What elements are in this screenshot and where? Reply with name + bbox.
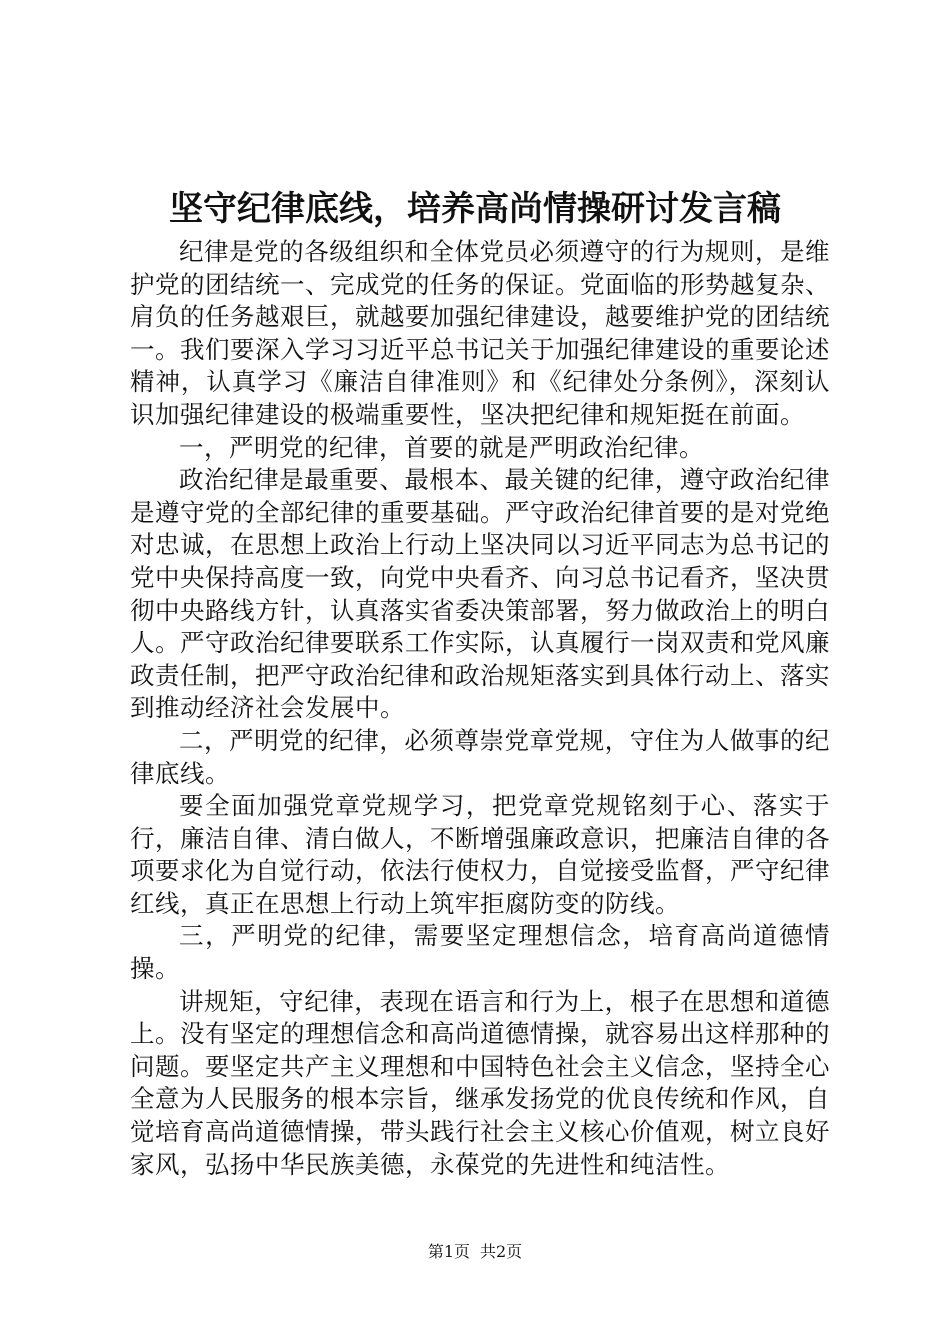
section-heading-3: 三，严明党的纪律，需要坚定理想信念，培育高尚道德情操。 [130,921,830,984]
section-heading-1: 一，严明党的纪律，首要的就是严明政治纪律。 [179,432,704,462]
page-number: 第1页 [427,1242,470,1261]
section-heading-2: 二，严明党的纪律，必须尊崇党章党规，守住为人做事的纪律底线。 [130,725,830,788]
paragraph-ideals: 讲规矩，守纪律，表现在语言和行为上，根子在思想和道德上。没有坚定的理想信念和高尚道德情操，就容易出这样那种的问题。要坚定共产主义理想和中国特色社会主义信念，坚持全心全意为人民服务的根本宗旨，继承发扬党的优良传统和作风，自觉培育高尚道德情操，带头践行社会主义核心价值观，树立良好家风，弘扬中华民族美德，永葆党的先进性和纯洁性。 [130,986,830,1179]
document-body [130,236,830,1181]
paragraph-party-rules: 要全面加强党章党规学习，把党章党规铭刻于心、落实于行，廉洁自律、清白做人，不断增强廉政意识，把廉洁自律的各项要求化为自觉行动，依法行使权力，自觉接受监督，严守纪律红线，真正在思想上行动上筑牢拒腐防变的防线。 [130,791,830,918]
page-title: 坚守纪律底线，培养高尚情操研讨发言稿 [169,189,781,229]
paragraph-political-discipline: 政治纪律是最重要、最根本、最关键的纪律，遵守政治纪律是遵守党的全部纪律的重要基础。严守政治纪律首要的是对党绝对忠诚，在思想上政治上行动上坚决同以习近平同志为总书记的党中央保持高度一致，向党中央看齐、向习总书记看齐，坚决贯彻中央路线方针，认真落实省委决策部署，努力做政治上的明白人。严守政治纪律要联系工作实际，认真履行一岗双责和党风廉政责任制，把严守政治纪律和政治规矩落实到具体行动上、落实到推动经济社会发展中。 [130,465,830,723]
page-footer [0,1242,950,1262]
page-total: 共2页 [480,1242,523,1261]
paragraph-intro: 纪律是党的各级组织和全体党员必须遵守的行为规则，是维护党的团结统一、完成党的任务的保证。党面临的形势越复杂、肩负的任务越艰巨，就越要加强纪律建设，越要维护党的团结统一。我们要深入学习习近平总书记关于加强纪律建设的重要论述精神，认真学习《廉洁自律准则》和《纪律处分条例》，深刻认识加强纪律建设的极端重要性，坚决把纪律和规矩挺在前面。 [130,237,830,429]
